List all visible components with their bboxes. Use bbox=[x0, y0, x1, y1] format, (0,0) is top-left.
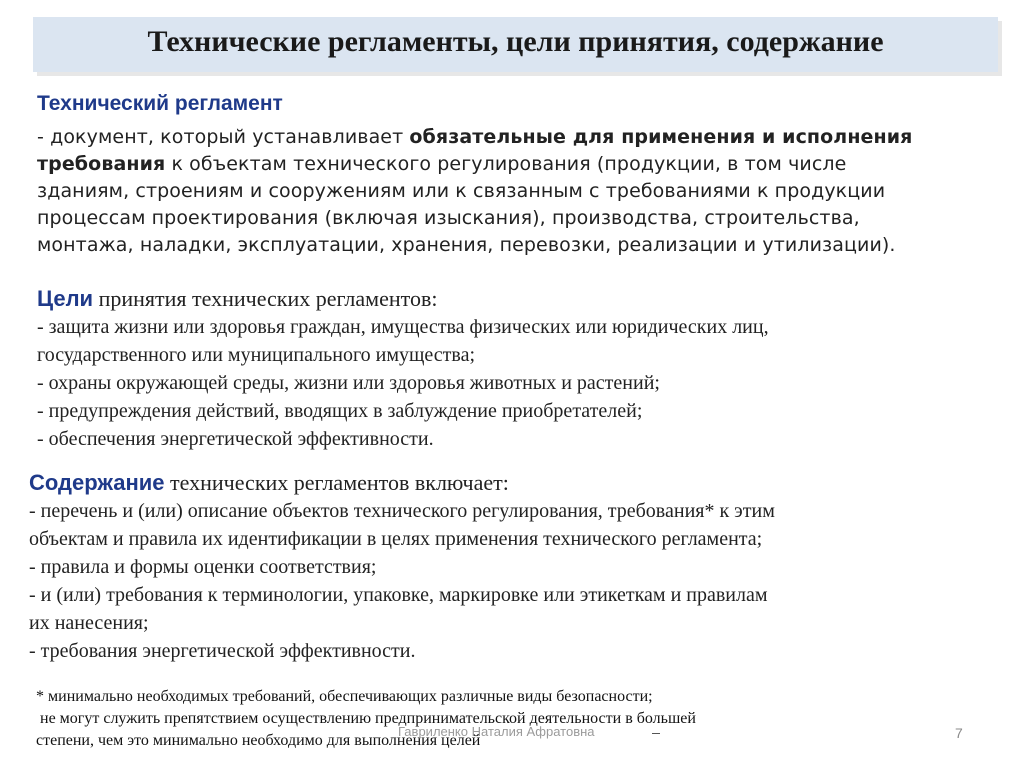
list-item: - и (или) требования к терминологии, упаковке, маркировке или этикеткам и правилам bbox=[29, 584, 768, 606]
content-heading bbox=[29, 469, 979, 497]
list-item: их нанесения; bbox=[29, 612, 149, 634]
page-number: 7 bbox=[955, 725, 963, 741]
list-item: объектам и правила их идентификации в целях применения технического регламента; bbox=[29, 528, 763, 550]
definition-section bbox=[37, 92, 972, 116]
divider bbox=[652, 733, 660, 734]
list-item: - обеспечения энергетической эффективности. bbox=[37, 428, 434, 450]
goals-heading-rest: принятия технических регламентов: bbox=[93, 286, 438, 311]
list-item: - охраны окружающей среды, жизни или здоровья животных и растений; bbox=[37, 372, 660, 394]
goals-list bbox=[37, 313, 972, 453]
footnote-line1: * минимально необходимых требований, обеспечивающих различные виды безопасности; bbox=[36, 688, 653, 705]
goals-section bbox=[37, 285, 972, 453]
list-item: - защита жизни или здоровья граждан, имущества физических или юридических лиц, bbox=[37, 316, 769, 338]
list-item: государственного или муниципального имущества; bbox=[37, 344, 476, 366]
title-bar bbox=[33, 17, 998, 72]
footnote bbox=[36, 686, 996, 752]
definition-line5: монтажа, наладки, эксплуатации, хранения, перевозки, реализации и утилизации). bbox=[37, 234, 896, 256]
definition-line1-b: обязательные для применения и исполнения bbox=[409, 126, 913, 148]
author-footer: Гавриленко Наталия Афратовна bbox=[398, 724, 595, 739]
list-item: - предупреждения действий, вводящих в заблуждение приобретателей; bbox=[37, 400, 643, 422]
definition-line2-a: требования bbox=[37, 153, 166, 175]
definition-heading: Технический регламент bbox=[37, 92, 283, 115]
definition-line1-a: - документ, который устанавливает bbox=[37, 126, 410, 148]
definition-line3: зданиям, строениям и сооружениям или к связанным с требованиями к продукции bbox=[37, 180, 886, 202]
slide-title: Технические регламенты, цели принятия, содержание bbox=[147, 25, 884, 58]
goals-heading bbox=[37, 285, 972, 313]
list-item: - перечень и (или) описание объектов технического регулирования, требования* к этим bbox=[29, 500, 775, 522]
list-item: - правила и формы оценки соответствия; bbox=[29, 556, 377, 578]
content-list bbox=[29, 497, 979, 665]
footnote-line3: степени, чем это минимально необходимо для выполнения целей bbox=[36, 732, 481, 749]
content-heading-rest: технических регламентов включает: bbox=[164, 470, 509, 495]
goals-heading-bold: Цели bbox=[37, 286, 94, 311]
definition-line2-b: к объектам технического регулирования (продукции, в том числе bbox=[165, 153, 847, 175]
list-item: - требования энергетической эффективности. bbox=[29, 640, 416, 662]
footnote-line2: не могут служить препятствием осуществлению предпринимательской деятельности в большей bbox=[36, 710, 696, 727]
definition-line4: процессам проектирования (включая изыскания), производства, строительства, bbox=[37, 207, 860, 229]
definition-text bbox=[37, 124, 972, 259]
content-heading-bold: Содержание bbox=[29, 470, 165, 495]
content-section bbox=[29, 469, 979, 665]
